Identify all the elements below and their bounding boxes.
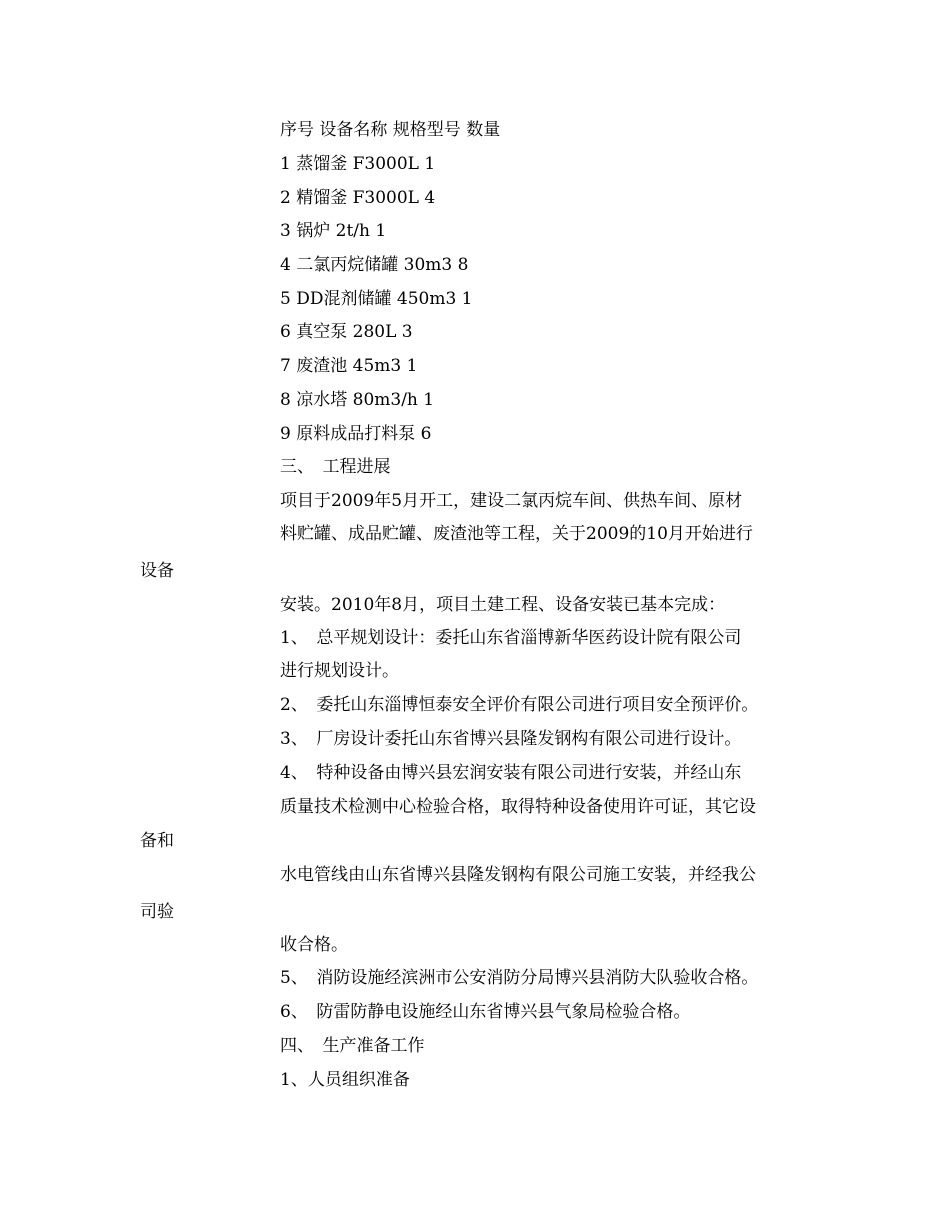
equipment-row: 1 蒸馏釜 F3000L 1 [280, 154, 436, 174]
list-item: 6、 防雷防静电设施经山东省博兴县气象局检验合格。 [280, 1002, 691, 1022]
list-item: 5、 消防设施经滨洲市公安消防分局博兴县消防大队验收合格。 [280, 968, 759, 988]
equipment-row: 8 凉水塔 80m3/h 1 [280, 390, 435, 410]
equipment-row: 5 DD混剂储罐 450m3 1 [280, 289, 473, 309]
paragraph-line: 安装。2010年8月，项目土建工程、设备安装已基本完成： [280, 595, 726, 615]
list-item-continuation: 收合格。 [280, 935, 348, 955]
list-item-continuation: 进行规划设计。 [280, 661, 399, 681]
list-item: 4、 特种设备由博兴县宏润安装有限公司进行安装，并经山东 [280, 763, 742, 783]
list-item: 2、 委托山东淄博恒泰安全评价有限公司进行项目安全预评价。 [280, 695, 759, 715]
equipment-row: 2 精馏釜 F3000L 4 [280, 188, 436, 208]
section-heading-progress: 三、 工程进展 [280, 457, 391, 477]
paragraph-wrap-line: 备和 [140, 831, 174, 851]
equipment-row: 3 锅炉 2t/h 1 [280, 221, 387, 241]
equipment-table-header: 序号 设备名称 规格型号 数量 [280, 120, 501, 140]
equipment-row: 6 真空泵 280L 3 [280, 322, 413, 342]
paragraph-line: 项目于2009年5月开工，建设二氯丙烷车间、供热车间、原材 [280, 491, 743, 511]
paragraph-wrap-line: 设备 [140, 561, 174, 581]
equipment-row: 4 二氯丙烷储罐 30m3 8 [280, 255, 469, 275]
list-item: 3、 厂房设计委托山东省博兴县隆发钢构有限公司进行设计。 [280, 729, 742, 749]
list-item-continuation: 质量技术检测中心检验合格，取得特种设备使用许可证，其它设 [280, 797, 756, 817]
paragraph-wrap-line: 司验 [140, 902, 174, 922]
equipment-row: 7 废渣池 45m3 1 [280, 356, 418, 376]
subsection-heading: 1、人员组织准备 [280, 1070, 410, 1090]
paragraph-line: 料贮罐、成品贮罐、废渣池等工程，关于2009的10月开始进行 [280, 524, 753, 544]
list-item: 1、 总平规划设计：委托山东省淄博新华医药设计院有限公司 [280, 628, 742, 648]
equipment-row: 9 原料成品打料泵 6 [280, 424, 432, 444]
list-item-continuation: 水电管线由山东省博兴县隆发钢构有限公司施工安装，并经我公 [280, 865, 756, 885]
section-heading-preparation: 四、 生产准备工作 [280, 1036, 425, 1056]
